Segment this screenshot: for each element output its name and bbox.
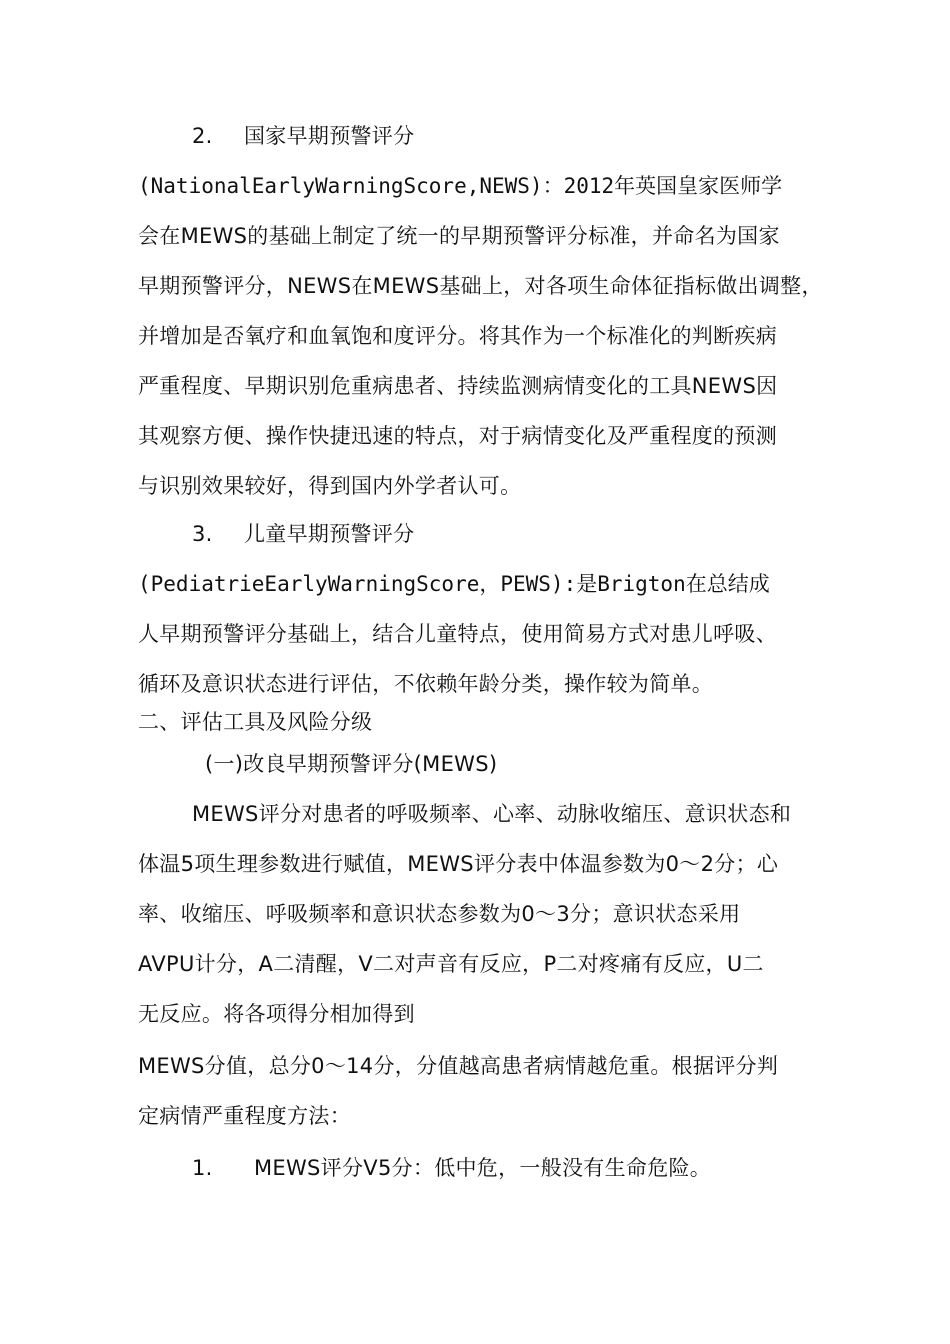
paragraph-line: 与识别效果较好，得到国内外学者认可。 [138, 474, 522, 498]
paragraph-line: AVPU计分，A二清醒，V二对声音有反应，P二对疼痛有反应，U二 [138, 952, 764, 976]
list-item [192, 1154, 872, 1182]
paragraph-line: 体温5项生理参数进行赋值，MEWS评分表中体温参数为0〜2分；心 [138, 852, 779, 876]
paragraph-line: (PediatrieEarlyWarningScore，PEWS):是Brigton在总结成 [138, 572, 770, 596]
paragraph-line: 率、收缩压、呼吸频率和意识状态参数为0〜3分；意识状态采用 [138, 902, 741, 926]
list-number: 1. [192, 1156, 213, 1180]
list-number: 3. [192, 522, 213, 546]
heading-text: 国家早期预警评分 [244, 124, 415, 148]
paragraph-line: 其观察方便、操作快捷迅速的特点，对于病情变化及严重程度的预测 [138, 424, 777, 448]
paragraph-line: 循环及意识状态进行评估，不依赖年龄分类，操作较为简单。 [138, 672, 714, 696]
paragraph-line: 早期预警评分，NEWS在MEWS基础上，对各项生命体征指标做出调整， [138, 274, 823, 298]
paragraph-line: 人早期预警评分基础上，结合儿童特点，使用简易方式对患儿呼吸、 [138, 622, 777, 646]
section-heading-news [192, 122, 872, 150]
paragraph-line: 会在MEWS的基础上制定了统一的早期预警评分标准，并命名为国家 [138, 224, 780, 248]
paragraph-line: 定病情严重程度方法： [138, 1104, 351, 1128]
paragraph-line: 严重程度、早期识别危重病患者、持续监测病情变化的工具NEWS因 [138, 374, 778, 398]
section-heading-pews [192, 520, 872, 548]
subsection-heading: (一)改良早期预警评分(MEWS) [205, 752, 498, 776]
chapter-heading: 二、评估工具及风险分级 [138, 710, 373, 734]
heading-text: 儿童早期预警评分 [244, 522, 415, 546]
list-item-text: MEWS评分V5分：低中危，一般没有生命危险。 [254, 1156, 712, 1180]
list-number: 2. [192, 124, 213, 148]
paragraph-line: (NationalEarlyWarningScore,NEWS)：2012年英国皇家医师学 [138, 174, 783, 198]
paragraph-line: MEWS评分对患者的呼吸频率、心率、动脉收缩压、意识状态和 [192, 802, 792, 826]
paragraph-line: 并增加是否氧疗和血氧饱和度评分。将其作为一个标准化的判断疾病 [138, 324, 777, 348]
paragraph-line: MEWS分值，总分0〜14分，分值越高患者病情越危重。根据评分判 [138, 1054, 779, 1078]
paragraph-line: 无反应。将各项得分相加得到 [138, 1002, 415, 1026]
